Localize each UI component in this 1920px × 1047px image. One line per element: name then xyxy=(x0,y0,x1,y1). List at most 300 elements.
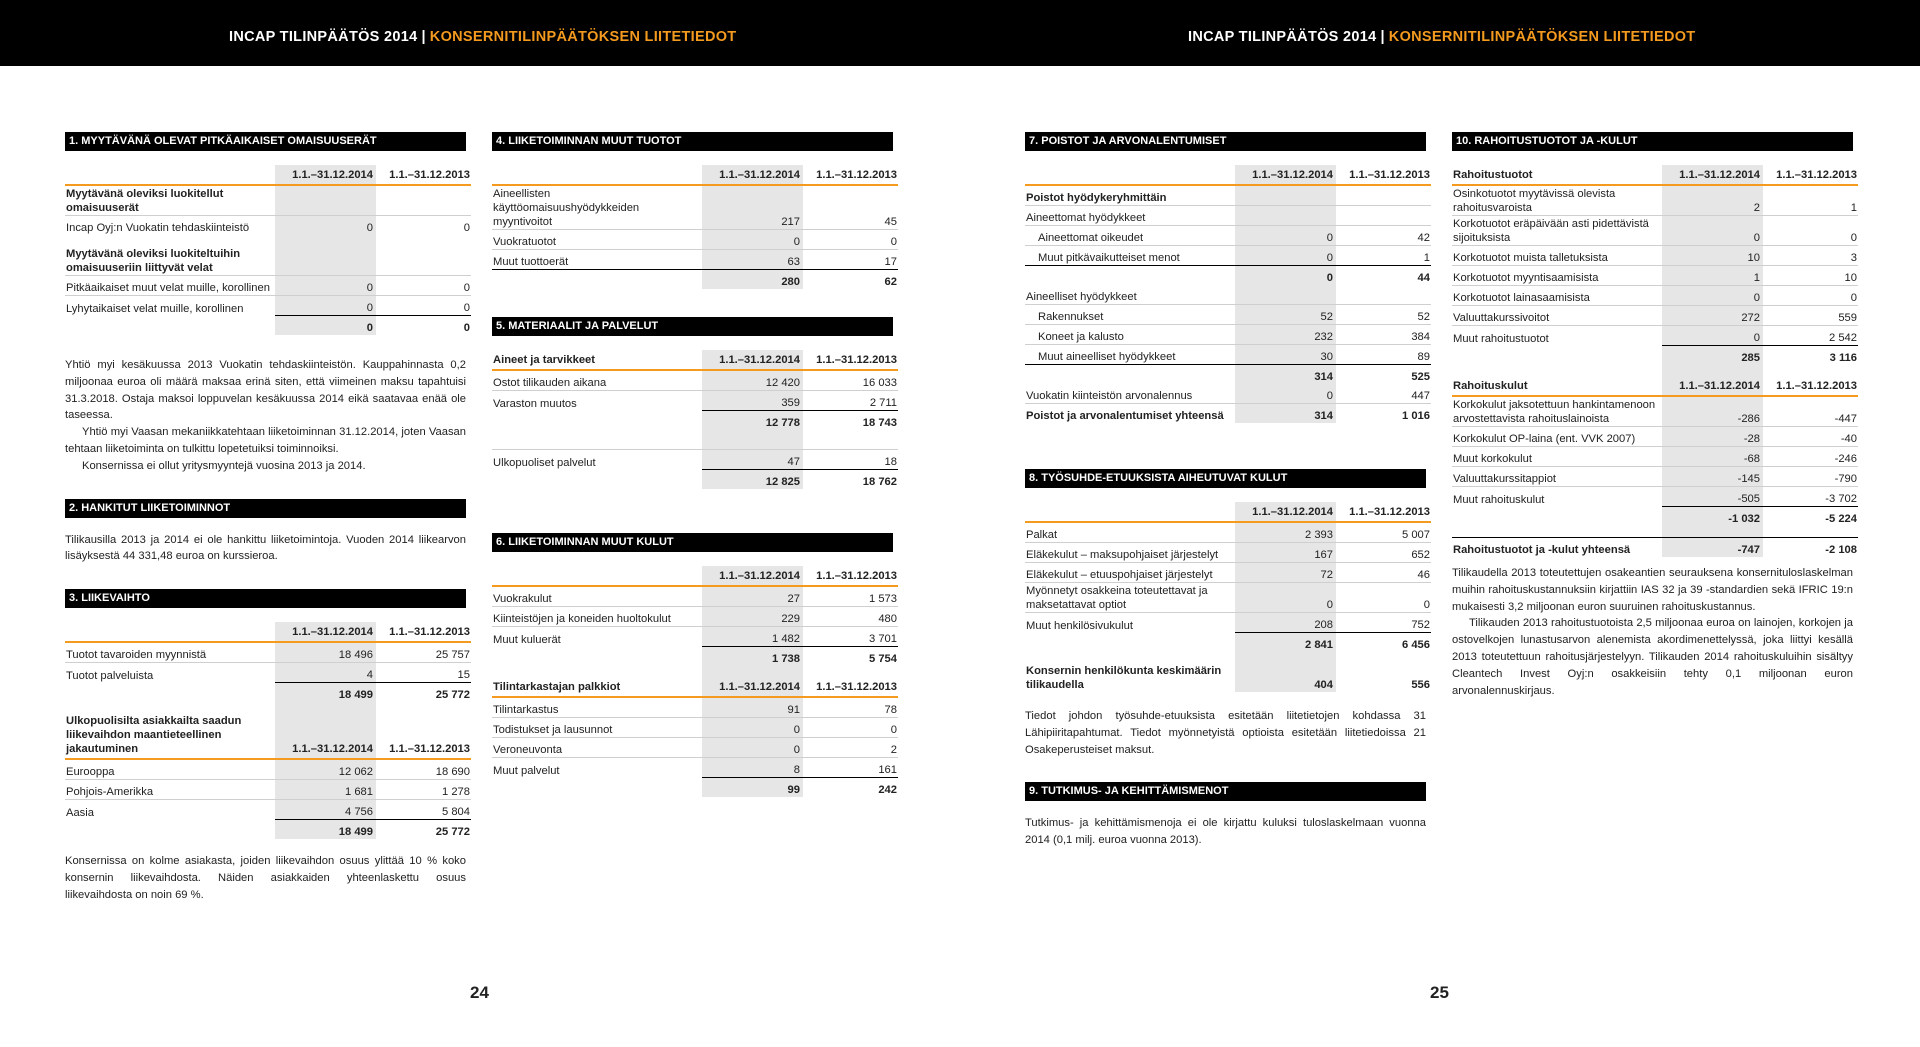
total-2014: 99 xyxy=(702,778,803,798)
col-header-2013: 1.1.–31.12.2013 xyxy=(803,677,898,697)
value-2013: 0 xyxy=(376,276,471,296)
col-header-2014: 1.1.–31.12.2014 xyxy=(275,622,376,642)
row-label: Muut rahoitustuotot xyxy=(1453,332,1549,345)
value-2013: 161 xyxy=(878,764,897,776)
table-header-row xyxy=(1025,165,1431,185)
table-row xyxy=(1452,185,1858,216)
total-2014: 18 499 xyxy=(275,683,376,703)
row-label: Konsernin henkilökunta keskimäärin tilikaudella xyxy=(1026,665,1222,691)
paragraph: Tilikausilla 2013 ja 2014 ei ole hankittu liiketoimintoja. Vuoden 2014 liikearvon lisäyksestä 44 331,48 euroa on kurssieroa. xyxy=(65,533,466,563)
value-2013: -2 108 xyxy=(1763,538,1858,558)
table-row xyxy=(492,607,898,627)
table-row xyxy=(65,780,471,800)
total-row xyxy=(1025,365,1431,385)
total-2013: 242 xyxy=(803,778,898,798)
value-2014: 0 xyxy=(1662,326,1763,346)
row-label: Muut henkilösivukulut xyxy=(1026,619,1133,632)
value-2013: 18 690 xyxy=(376,759,471,780)
value-2014: 10 xyxy=(1662,246,1763,266)
column-4 xyxy=(1452,132,1857,699)
table-header-row xyxy=(492,350,898,370)
table-header-row xyxy=(65,713,471,759)
value-2014: 0 xyxy=(702,738,803,758)
table-row xyxy=(1452,246,1858,266)
value-2013: 0 xyxy=(803,718,898,738)
row-label: Korkotuotot muista talletuksista xyxy=(1452,246,1662,266)
total-row xyxy=(492,411,898,431)
value-2014: 229 xyxy=(702,607,803,627)
section-5-table xyxy=(492,350,898,489)
row-label: Kiinteistöjen ja koneiden huoltokulut xyxy=(492,607,702,627)
row-label: Tuotot tavaroiden myynnistä xyxy=(65,642,275,663)
total-2014: -1 032 xyxy=(1662,507,1763,527)
table-row xyxy=(1452,266,1858,286)
table-row xyxy=(492,450,898,470)
total-2013: -5 224 xyxy=(1763,507,1858,527)
value-2014: 0 xyxy=(1235,246,1336,266)
total-row xyxy=(1452,507,1858,527)
row-label: Vuokratuotot xyxy=(492,230,702,250)
row-label: Ulkopuoliset palvelut xyxy=(493,456,596,469)
paragraph: Tilikauden 2013 rahoitustuotoista 2,5 miljoonaa euroa on lainojen, korkojen ja ostovelkojen lunastusarvon alenemista akordimenettelyssä, joka liittyi kesällä 2013 toteutettuun rahoitusjärjestelyyn. Tilikauden 2014 rahoituskuluihin sisältyy Cleantech Invest Oyj:n osakkeisiin tehty 0,1 miljoonan euron arvonalennuskirjaus. xyxy=(1452,617,1853,697)
value-2014: 0 xyxy=(275,216,376,236)
value-2014: 167 xyxy=(1235,543,1336,563)
row-label: Muut rahoituskulut xyxy=(1453,493,1545,506)
value-2014: 359 xyxy=(702,391,803,411)
table-header-row xyxy=(65,622,471,642)
value-2014: 4 xyxy=(275,663,376,683)
table-row xyxy=(492,185,898,230)
value-2013: 1 xyxy=(1763,185,1858,216)
table-row xyxy=(1452,216,1858,246)
row-label: Todistukset ja lausunnot xyxy=(492,718,702,738)
total-2013: 5 754 xyxy=(803,647,898,667)
value-2013: 45 xyxy=(803,185,898,230)
row-label: Korkokulut jaksotettuun hankintamenoon arvostettavista rahoituslainoista xyxy=(1452,396,1662,427)
subgroup-label: Aineettomat hyödykkeet xyxy=(1025,206,1235,226)
value-2013: 447 xyxy=(1336,384,1431,404)
row-label: Aineellisten käyttöomaisuushyödykkeiden myyntivoitot xyxy=(492,185,702,230)
table-header-row xyxy=(1452,165,1858,185)
section-10-title: 10. RAHOITUSTUOTOT JA -KULUT xyxy=(1452,132,1853,151)
table-row xyxy=(1452,326,1858,346)
table-row xyxy=(65,663,471,683)
grand-total-row xyxy=(1452,538,1858,558)
value-2014: 0 xyxy=(1235,226,1336,246)
value-2013: 0 xyxy=(803,230,898,250)
total-2013: 18 762 xyxy=(803,470,898,490)
value-2013: 17 xyxy=(884,256,897,268)
value-2013: 42 xyxy=(1336,226,1431,246)
total-2013: 3 116 xyxy=(1763,346,1858,366)
value-2014: 217 xyxy=(702,185,803,230)
section-6-title: 6. LIIKETOIMINNAN MUUT KULUT xyxy=(492,533,893,552)
table-row xyxy=(65,276,471,296)
section-1-title: 1. MYYTÄVÄNÄ OLEVAT PITKÄAIKAISET OMAISUUSERÄT xyxy=(65,132,466,151)
table-row xyxy=(1452,306,1858,326)
value-2014: -747 xyxy=(1662,538,1763,558)
value-2014: 12 420 xyxy=(702,370,803,391)
row-label: Korkotuotot eräpäivään asti pidettävistä sijoituksista xyxy=(1452,216,1662,246)
total-2013: 18 743 xyxy=(803,411,898,431)
row-label: Aasia xyxy=(66,806,94,819)
header-brand: INCAP TILINPÄÄTÖS 2014 xyxy=(229,29,418,45)
value-2014: 2 393 xyxy=(1235,522,1336,543)
row-label: Koneet ja kalusto xyxy=(1025,325,1235,345)
table-row xyxy=(1025,384,1431,404)
value-2013: 18 xyxy=(884,456,897,468)
col-header-2013: 1.1.–31.12.2013 xyxy=(1763,165,1858,185)
table-row xyxy=(1025,206,1431,226)
section-9-title: 9. TUTKIMUS- JA KEHITTÄMISMENOT xyxy=(1025,782,1426,801)
table-row xyxy=(1025,305,1431,325)
value-2014: -505 xyxy=(1662,487,1763,507)
value-2014: 1 482 xyxy=(702,627,803,647)
row-label: Incap Oyj:n Vuokatin tehdaskiinteistö xyxy=(66,222,250,234)
value-2013: 1 278 xyxy=(376,780,471,800)
value-2013: 89 xyxy=(1417,351,1430,363)
row-label: Valuuttakurssitappiot xyxy=(1452,467,1662,487)
col-header-2014: 1.1.–31.12.2014 xyxy=(1662,376,1763,396)
total-row xyxy=(65,316,471,336)
group-label: Poistot hyödykeryhmittäin xyxy=(1025,185,1235,206)
row-label: Palkat xyxy=(1025,522,1235,543)
col-header-2013: 1.1.–31.12.2013 xyxy=(1336,165,1431,185)
row-label: Eurooppa xyxy=(65,759,275,780)
col-header-2013: 1.1.–31.12.2013 xyxy=(376,713,471,759)
row-label: Muut pitkävaikutteiset menot xyxy=(1038,252,1180,264)
value-2013: 0 xyxy=(1763,216,1858,246)
row-label: Korkotuotot myyntisaamisista xyxy=(1452,266,1662,286)
col-header-2013: 1.1.–31.12.2013 xyxy=(1336,502,1431,522)
total-row xyxy=(492,270,898,290)
value-2013: 652 xyxy=(1336,543,1431,563)
table-row xyxy=(1452,286,1858,306)
table-row xyxy=(1452,427,1858,447)
value-2014: 12 062 xyxy=(275,759,376,780)
table-row xyxy=(65,216,471,236)
row-label: Muut palvelut xyxy=(493,764,560,777)
table-row xyxy=(1025,583,1431,613)
value-2014: 272 xyxy=(1662,306,1763,326)
value-2013: 1 016 xyxy=(1402,410,1430,422)
header-section: KONSERNITILINPÄÄTÖKSEN LIITETIEDOT xyxy=(1388,29,1696,45)
value-2013: 556 xyxy=(1411,679,1430,691)
total-2014: 12 778 xyxy=(702,411,803,431)
table-row xyxy=(65,296,471,316)
value-2014: 27 xyxy=(702,586,803,607)
value-2014: 404 xyxy=(1235,663,1336,692)
value-2013: 2 542 xyxy=(1829,332,1857,344)
table-row xyxy=(65,246,471,276)
table-row xyxy=(1025,285,1431,305)
total-2013: 525 xyxy=(1336,365,1431,385)
header-separator: | xyxy=(1380,29,1385,45)
col-header-2013: 1.1.–31.12.2013 xyxy=(803,566,898,586)
table-row xyxy=(492,758,898,778)
value-2013: 10 xyxy=(1763,266,1858,286)
section-2-title: 2. HANKITUT LIIKETOIMINNOT xyxy=(65,499,466,518)
section-3-title: 3. LIIKEVAIHTO xyxy=(65,589,466,608)
table-row xyxy=(1025,563,1431,583)
table-row xyxy=(492,230,898,250)
value-2014: 2 xyxy=(1662,185,1763,216)
total-row xyxy=(1025,633,1431,653)
section-6-table xyxy=(492,566,898,797)
grand-total-row xyxy=(1025,404,1431,424)
row-label: Muut tuottoerät xyxy=(493,256,569,268)
column-2 xyxy=(492,132,897,797)
value-2014: 0 xyxy=(1662,216,1763,246)
page-number-left: 24 xyxy=(470,983,489,1002)
total-2014: 280 xyxy=(702,270,803,290)
col-header-2013: 1.1.–31.12.2013 xyxy=(376,165,471,185)
paragraph: Konsernissa on kolme asiakasta, joiden liikevaihdon osuus ylittää 10 % koko konsernin liikevaihdosta. Näiden asiakkaiden yhteenlaskettu osuus liikevaihdosta on noin 69 %. xyxy=(65,855,466,901)
table-row xyxy=(1025,543,1431,563)
value-2013: 3 701 xyxy=(869,633,897,645)
value-2014: 0 xyxy=(702,230,803,250)
paragraph: Tilikaudella 2013 toteutettujen osakeantien seurauksena konsernituloslaskelman muihin rahoituskustannuksiin kirjattiin IAS 32 ja 39 -standardien sekä IFRIC 19:n mukaisesti 3,2 miljoonan euron suuruinen rahoituskustannus. xyxy=(1452,567,1853,613)
col-header-2013: 1.1.–31.12.2013 xyxy=(1763,376,1858,396)
value-2014: 314 xyxy=(1235,404,1336,424)
table-row xyxy=(492,370,898,391)
value-2013: 2 711 xyxy=(869,397,897,409)
total-2014: 2 841 xyxy=(1235,633,1336,653)
col-header-2014: 1.1.–31.12.2014 xyxy=(702,566,803,586)
col-header-2014: 1.1.–31.12.2014 xyxy=(702,350,803,370)
value-2013: -3 702 xyxy=(1825,493,1857,505)
table-row xyxy=(1025,185,1431,206)
total-row xyxy=(492,647,898,667)
value-2014: 52 xyxy=(1235,305,1336,325)
value-2013: 52 xyxy=(1336,305,1431,325)
col-header-2013: 1.1.–31.12.2013 xyxy=(376,622,471,642)
table-header-row xyxy=(1452,376,1858,396)
value-2013: 0 xyxy=(1763,286,1858,306)
value-2014: -68 xyxy=(1662,447,1763,467)
value-2014: 0 xyxy=(275,296,376,316)
table-row xyxy=(1452,487,1858,507)
row-label: Osinkotuotot myytävissä olevista rahoitusvaroista xyxy=(1452,185,1662,216)
row-label: Muut korkokulut xyxy=(1452,447,1662,467)
table-row xyxy=(1025,613,1431,633)
total-2014: 1 738 xyxy=(702,647,803,667)
table-row xyxy=(1452,467,1858,487)
value-2013: 15 xyxy=(457,669,470,682)
paragraph: Tiedot johdon työsuhde-etuuksista esitetään liitetietojen kohdassa 31 Lähipiiritapahtumat. Tiedot myönnetyistä optioista esitetään liitetiedoissa 21 Osakeperusteiset maksut. xyxy=(1025,710,1426,756)
value-2014: -28 xyxy=(1662,427,1763,447)
table-row xyxy=(1025,345,1431,365)
row-label: Korkokulut OP-laina (ent. VVK 2007) xyxy=(1452,427,1662,447)
total-row xyxy=(492,778,898,798)
value-2014: 0 xyxy=(1662,286,1763,306)
total-row xyxy=(1025,266,1431,286)
group-label: Aineet ja tarvikkeet xyxy=(492,350,702,370)
value-2014: 63 xyxy=(702,250,803,270)
table-row xyxy=(1452,447,1858,467)
header-right xyxy=(1188,29,1695,45)
value-2013: 5 007 xyxy=(1336,522,1431,543)
row-label: Vuokrakulut xyxy=(492,586,702,607)
value-2013: 2 xyxy=(803,738,898,758)
value-2013: 46 xyxy=(1336,563,1431,583)
table-row xyxy=(1025,663,1431,692)
table-row xyxy=(1025,226,1431,246)
value-2014: -145 xyxy=(1662,467,1763,487)
value-2014: 30 xyxy=(1235,345,1336,365)
section-8-table xyxy=(1025,502,1431,692)
col-header-2014: 1.1.–31.12.2014 xyxy=(702,165,803,185)
header-separator: | xyxy=(421,29,426,45)
value-2013: 3 xyxy=(1763,246,1858,266)
total-2013: 25 772 xyxy=(376,683,471,703)
total-2014: 18 499 xyxy=(275,820,376,840)
paragraph: Tutkimus- ja kehittämismenoja ei ole kirjattu kuluksi tuloslaskelmaan vuonna 2014 (0,1 milj. euroa vuonna 2013). xyxy=(1025,817,1426,847)
value-2014: 4 756 xyxy=(275,800,376,820)
section-4-title: 4. LIIKETOIMINNAN MUUT TUOTOT xyxy=(492,132,893,151)
table-row xyxy=(1452,396,1858,427)
header-section: KONSERNITILINPÄÄTÖKSEN LIITETIEDOT xyxy=(429,29,737,45)
total-2013: 44 xyxy=(1336,266,1431,286)
paragraph: Konsernissa ei ollut yritysmyyntejä vuosina 2013 ja 2014. xyxy=(82,459,366,472)
row-label: Aineettomat oikeudet xyxy=(1025,226,1235,246)
page-number-right: 25 xyxy=(1430,983,1449,1002)
row-label: Eläkekulut – etuuspohjaiset järjestelyt xyxy=(1025,563,1235,583)
value-2013: 752 xyxy=(1411,619,1430,631)
total-row xyxy=(65,820,471,840)
value-2013: 25 757 xyxy=(376,642,471,663)
table-row xyxy=(492,697,898,718)
value-2013: 480 xyxy=(803,607,898,627)
value-2013: 1 573 xyxy=(803,586,898,607)
section-7-title: 7. POISTOT JA ARVONALENTUMISET xyxy=(1025,132,1426,151)
row-label: Valuuttakurssivoitot xyxy=(1452,306,1662,326)
row-label: Rahoitustuotot ja -kulut yhteensä xyxy=(1452,538,1662,558)
col-header-2014: 1.1.–31.12.2014 xyxy=(1235,165,1336,185)
value-2013: 0 xyxy=(463,302,470,314)
total-2013: 0 xyxy=(376,316,471,336)
table-row xyxy=(1025,325,1431,345)
table-row xyxy=(492,718,898,738)
table-header-row xyxy=(65,165,471,185)
value-2013: 1 xyxy=(1423,252,1430,264)
section-3-table xyxy=(65,622,471,839)
row-label: Rakennukset xyxy=(1025,305,1235,325)
paragraph: Yhtiö myi Vaasan mekaniikkatehtaan liiketoiminnan 31.12.2014, joten Vaasan tehtaan liiketoiminta on tulkittu lopetetuiksi toiminnoiksi. xyxy=(65,426,466,455)
value-2014: -286 xyxy=(1662,396,1763,427)
col-header-2014: 1.1.–31.12.2014 xyxy=(275,165,376,185)
table-row xyxy=(65,185,471,216)
column-1 xyxy=(65,132,470,904)
subgroup-label: Aineelliset hyödykkeet xyxy=(1025,285,1235,305)
col-header-2013: 1.1.–31.12.2013 xyxy=(803,165,898,185)
table-row xyxy=(492,391,898,411)
value-2014: 1 xyxy=(1662,266,1763,286)
total-2013: 25 772 xyxy=(376,820,471,840)
row-label: Lyhytaikaiset velat muille, korollinen xyxy=(66,302,244,315)
header-brand: INCAP TILINPÄÄTÖS 2014 xyxy=(1188,29,1377,45)
row-label: Eläkekulut – maksupohjaiset järjestelyt xyxy=(1025,543,1235,563)
row-label: Korkotuotot lainasaamisista xyxy=(1452,286,1662,306)
table-row xyxy=(492,250,898,270)
row-label: Vuokatin kiinteistön arvonalennus xyxy=(1025,384,1235,404)
total-2014: 12 825 xyxy=(702,470,803,490)
row-label: Muut kuluerät xyxy=(493,633,561,646)
table-row xyxy=(492,586,898,607)
section-4-table xyxy=(492,165,898,289)
value-2014: 1 681 xyxy=(275,780,376,800)
value-2014: 0 xyxy=(275,276,376,296)
total-2014: 0 xyxy=(1235,266,1336,286)
value-2014: 0 xyxy=(702,718,803,738)
section-8-title: 8. TYÖSUHDE-ETUUKSISTA AIHEUTUVAT KULUT xyxy=(1025,469,1426,488)
group-label: Rahoituskulut xyxy=(1452,376,1662,396)
total-row xyxy=(65,683,471,703)
value-2013: 78 xyxy=(803,697,898,718)
header-left xyxy=(229,29,736,45)
row-label: Poistot ja arvonalentumiset yhteensä xyxy=(1026,410,1224,422)
group-label: Rahoitustuotot xyxy=(1452,165,1662,185)
value-2013: -40 xyxy=(1763,427,1858,447)
row-label: Tilintarkastus xyxy=(492,697,702,718)
table-header-row xyxy=(492,677,898,697)
value-2013: -246 xyxy=(1763,447,1858,467)
col-header-2014: 1.1.–31.12.2014 xyxy=(1662,165,1763,185)
section-5-title: 5. MATERIAALIT JA PALVELUT xyxy=(492,317,893,336)
column-3 xyxy=(1025,132,1430,849)
value-2013: 384 xyxy=(1336,325,1431,345)
row-label: Pohjois-Amerikka xyxy=(65,780,275,800)
paragraph: Yhtiö myi kesäkuussa 2013 Vuokatin tehdaskiinteistön. Kauppahinnasta 0,2 miljoonaa euroa oli määrä maksaa erinä siten, että viimeinen maksu tapahtuisi 31.3.2018. Ostaja maksoi loppuvelan kesäkuussa 2014 eikä saatavaa enää ole taseessa. xyxy=(65,359,466,422)
value-2014: 91 xyxy=(702,697,803,718)
section-1-table xyxy=(65,165,471,335)
total-row xyxy=(492,470,898,490)
col-header-2014: 1.1.–31.12.2014 xyxy=(702,677,803,697)
table-row xyxy=(65,759,471,780)
value-2014: 232 xyxy=(1235,325,1336,345)
value-2013: 0 xyxy=(1336,583,1431,613)
group-label: Ulkopuolisilta asiakkailta saadun liikevaihdon maantieteellinen jakautuminen xyxy=(65,713,275,759)
row-label: Varaston muutos xyxy=(493,397,577,410)
value-2013: 16 033 xyxy=(803,370,898,391)
total-2014: 314 xyxy=(1235,365,1336,385)
total-2013: 6 456 xyxy=(1336,633,1431,653)
value-2014: 18 496 xyxy=(275,642,376,663)
total-2013: 62 xyxy=(803,270,898,290)
row-label: Pitkäaikaiset muut velat muille, korollinen xyxy=(65,276,275,296)
group-label: Myytävänä oleviksi luokiteltuihin omaisuuseriin liittyvät velat xyxy=(65,246,275,276)
section-7-table xyxy=(1025,165,1431,423)
table-header-row xyxy=(492,165,898,185)
col-header-2014: 1.1.–31.12.2014 xyxy=(1235,502,1336,522)
group-label: Myytävänä oleviksi luokitellut omaisuuserät xyxy=(65,185,275,216)
row-label: Myönnetyt osakkeina toteutettavat ja maksetattavat optiot xyxy=(1025,583,1235,613)
total-2014: 285 xyxy=(1662,346,1763,366)
value-2014: 72 xyxy=(1235,563,1336,583)
group-label: Tilintarkastajan palkkiot xyxy=(492,677,702,697)
table-row xyxy=(65,642,471,663)
table-row xyxy=(65,800,471,820)
table-row xyxy=(492,738,898,758)
total-2014: 0 xyxy=(275,316,376,336)
table-header-row xyxy=(492,566,898,586)
table-row xyxy=(1025,246,1431,266)
value-2013: -790 xyxy=(1763,467,1858,487)
col-header-2014: 1.1.–31.12.2014 xyxy=(275,713,376,759)
value-2013: 559 xyxy=(1763,306,1858,326)
value-2013: -447 xyxy=(1763,396,1858,427)
row-label: Ostot tilikauden aikana xyxy=(492,370,702,391)
